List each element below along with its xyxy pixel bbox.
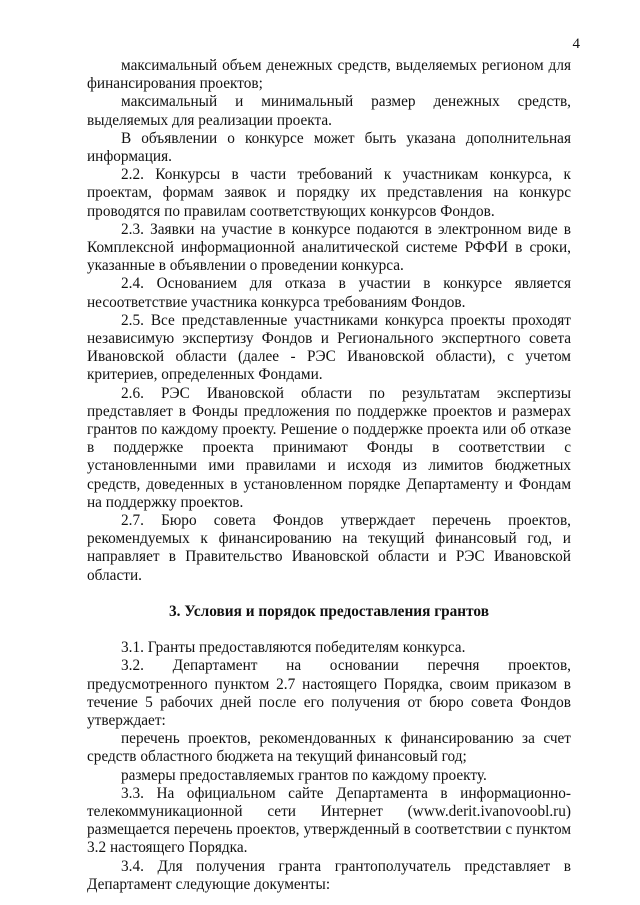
paragraph: максимальный и минимальный размер денежных средств, выделяемых для реализации проекта.: [87, 93, 571, 129]
paragraph: 3.3. На официальном сайте Департамента в информационно-телекоммуникационной сети Интернет (www.derit.ivanovoobl.ru) размещается перечень проектов, утвержденный в соответствии с пунктом 3.2 настоящего Порядка.: [87, 784, 571, 857]
paragraph: 2.7. Бюро совета Фондов утверждает перечень проектов, рекомендуемых к финансированию на текущий финансовый год, и направляет в Правительство Ивановской области и РЭС Ивановской области.: [87, 512, 571, 584]
paragraph: 3.2. Департамент на основании перечня проектов, предусмотренного пунктом 2.7 настоящего Порядка, своим приказом в течение 5 рабочих дней после его получения от бюро совета Фондов утверждает:: [87, 657, 571, 729]
paragraph: 2.4. Основанием для отказа в участии в конкурсе является несоответствие участника конкурса требованиям Фондов.: [87, 275, 571, 311]
paragraph: 2.6. РЭС Ивановской области по результатам экспертизы представляет в Фонды предложения по поддержке проектов и размерах грантов по каждому проекту. Решение о поддержке проекта или об отказе в поддержке проекта принимают Фонды в соответствии с установленными ими правилами и исходя из лимитов бюджетных средств, доведенных в установленном порядке Департаменту и Фондам на поддержку проектов.: [87, 384, 571, 511]
page-number: 4: [572, 36, 580, 52]
document-body: [87, 57, 571, 894]
paragraph: 2.2. Конкурсы в части требований к участникам конкурса, к проектам, формам заявок и порядку их представления на конкурс проводятся по правилам соответствующих конкурсов Фондов.: [87, 166, 571, 220]
paragraph: 3.4. Для получения гранта грантополучатель представляет в Департамент следующие документы:: [87, 857, 571, 893]
paragraph: максимальный объем денежных средств, выделяемых регионом для финансирования проектов;: [87, 57, 571, 93]
section-heading: 3. Условия и порядок предоставления грантов: [169, 602, 489, 620]
paragraph: перечень проектов, рекомендованных к финансированию за счет средств областного бюджета на текущий финансовый год;: [87, 730, 571, 766]
paragraph: 3.1. Гранты предоставляются победителям конкурса.: [121, 639, 466, 657]
paragraph: размеры предоставляемых грантов по каждому проекту.: [121, 766, 487, 784]
paragraph: 2.5. Все представленные участниками конкурса проекты проходят независимую экспертизу Фондов и Регионального экспертного совета Ивановской области (далее - РЭС Ивановской области), с учетом критериев, определенных Фондами.: [87, 311, 571, 384]
paragraph: 2.3. Заявки на участие в конкурсе подаются в электронном виде в Комплексной информационной аналитической системе РФФИ в сроки, указанные в объявлении о проведении конкурса.: [87, 220, 571, 275]
paragraph: В объявлении о конкурсе может быть указана дополнительная информация.: [87, 129, 571, 166]
